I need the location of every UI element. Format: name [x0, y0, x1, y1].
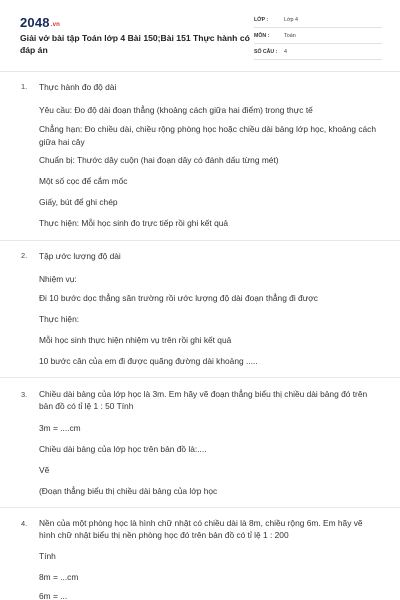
answer-line: 8m = ...cm	[39, 572, 79, 582]
document-meta	[254, 14, 382, 62]
site-logo[interactable]	[20, 15, 60, 30]
meta-value: 4	[284, 49, 287, 55]
section-divider	[0, 240, 400, 241]
answer-line: Đi 10 bước dọc thẳng sân trường rồi ước lượng độ dài đoạn thẳng đi được	[39, 293, 318, 303]
answer-line: Yêu cầu: Đo độ dài đoạn thẳng (khoảng cách giữa hai điểm) trong thực tế	[39, 105, 313, 115]
answer-line: 6m = ...	[39, 591, 68, 600]
logo-suffix: .vn	[50, 22, 61, 28]
answer-line: Tính	[39, 551, 56, 561]
answer-line: Thực hiện: Mỗi học sinh đo trực tiếp rồi ghi kết quả	[39, 218, 229, 228]
answer-line: Thực hiện:	[39, 314, 80, 324]
meta-label: LỚP :	[254, 17, 269, 23]
answer-line: 10 bước cân của em đi được quãng đường dài khoảng .....	[39, 356, 258, 366]
meta-value: Lớp 4	[284, 17, 299, 23]
question-title: Nền của một phòng học là hình chữ nhật có chiều dài là 8m, chiều rộng 6m. Em hãy vẽ hình chữ nhật biểu thị nền phòng học đó trên bản đồ có tỉ lệ 1 : 200	[39, 518, 363, 540]
header-divider	[0, 71, 400, 72]
answer-line: Vẽ	[39, 465, 50, 475]
meta-value: Toán	[284, 33, 296, 39]
answer-line: Chẳng hạn: Đo chiều dài, chiều rộng phòng học hoặc chiều dài bảng lớp học, khoảng cách giữa hai cây	[39, 124, 377, 147]
meta-label: MÔN :	[254, 33, 270, 39]
meta-row-subject	[254, 30, 382, 44]
question-number: 3.	[21, 390, 28, 399]
logo-text: 2048	[20, 15, 50, 30]
section-divider	[0, 507, 400, 508]
question-title: Thực hành đo độ dài	[39, 82, 117, 92]
document-header	[0, 0, 400, 70]
section-divider	[0, 377, 400, 378]
question-title: Chiều dài bảng của lớp học là 3m. Em hãy vẽ đoạn thẳng biểu thị chiều dài bảng đó trên bản đồ có tỉ lệ 1 : 50 Tính	[39, 389, 368, 411]
question-title: Tập ước lượng độ dài	[39, 251, 121, 261]
answer-line: Chiều dài bảng của lớp học trên bản đồ là:....	[39, 444, 207, 454]
question-number: 1.	[21, 82, 28, 91]
meta-row-question-count	[254, 46, 382, 60]
question-number: 2.	[21, 251, 28, 260]
document-title: Giải vở bài tập Toán lớp 4 Bài 150;Bài 151 Thực hành có đáp án	[20, 33, 250, 55]
answer-line: Giấy, bút để ghi chép	[39, 197, 118, 207]
answer-line: Chuẩn bị: Thước dây cuộn (hai đoạn dây có đánh dấu từng mét)	[39, 155, 279, 165]
question-number: 4.	[21, 519, 28, 528]
answer-line: Một số cọc để cắm mốc	[39, 176, 128, 186]
answer-line: 3m = ....cm	[39, 423, 81, 433]
answer-line: Mỗi học sinh thực hiện nhiệm vụ trên rồi ghi kết quả	[39, 335, 232, 345]
meta-row-grade	[254, 14, 382, 28]
answer-line: Nhiệm vụ:	[39, 274, 77, 284]
answer-line: (Đoạn thẳng biểu thị chiều dài bảng của lớp học	[39, 486, 218, 496]
meta-label: SỐ CÂU :	[254, 49, 278, 55]
